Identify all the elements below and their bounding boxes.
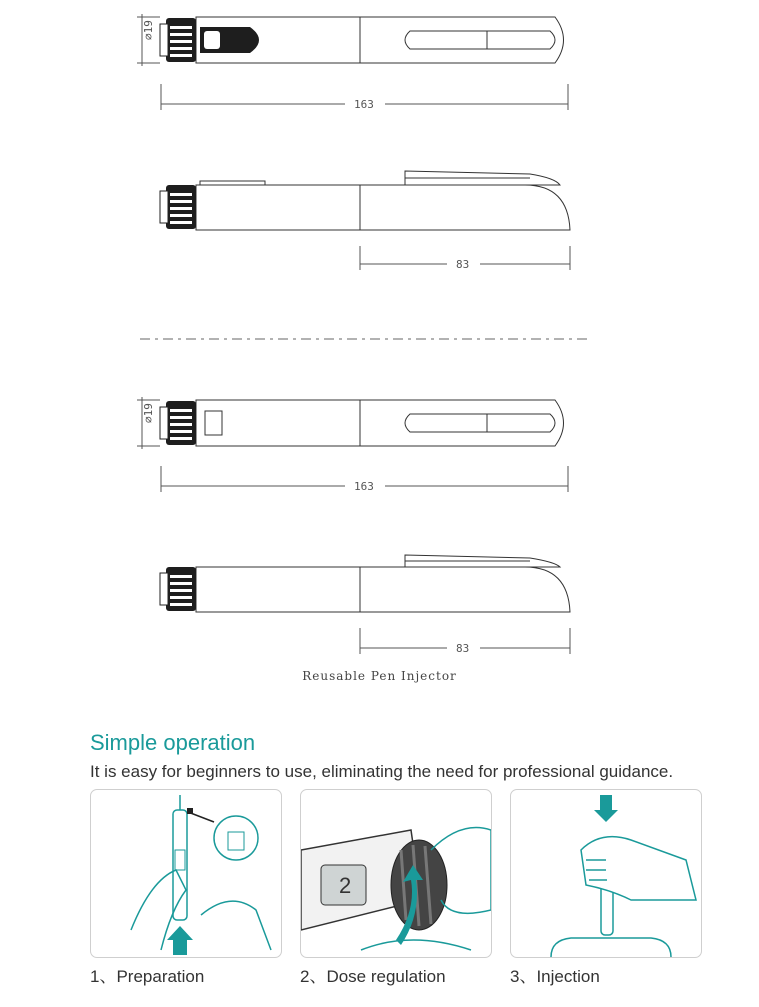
diameter-label-2: ⌀19 (142, 403, 155, 423)
pen-top-view-2 (137, 397, 564, 449)
clip-length-label-1: 83 (456, 258, 470, 271)
drawing-caption: Reusable Pen Injector (302, 669, 457, 683)
svg-text:2: 2 (339, 873, 352, 898)
step-card-preparation (90, 789, 282, 958)
diameter-label-1: ⌀19 (142, 20, 155, 40)
section-subtitle: It is easy for beginners to use, eliminating the need for professional guidance. (90, 762, 674, 781)
step-label-injection: 3、Injection (510, 967, 600, 986)
section-title: Simple operation (90, 730, 256, 755)
pen-side-view-2 (160, 555, 570, 612)
pen-side-view-1 (160, 171, 570, 230)
step-label-dose-regulation: 2、Dose regulation (300, 967, 446, 986)
pen-top-view-1 (137, 14, 564, 66)
step-card-dose-regulation (300, 789, 492, 958)
step-label-preparation: 1、Preparation (90, 967, 205, 986)
preparation-illustration (91, 790, 281, 957)
clip-length-label-2: 83 (456, 642, 470, 655)
injection-illustration (511, 790, 701, 957)
step-card-injection (510, 789, 702, 958)
length-label-1: 163 (354, 98, 374, 111)
length-label-2: 163 (354, 480, 374, 493)
dose-regulation-illustration (301, 790, 491, 957)
